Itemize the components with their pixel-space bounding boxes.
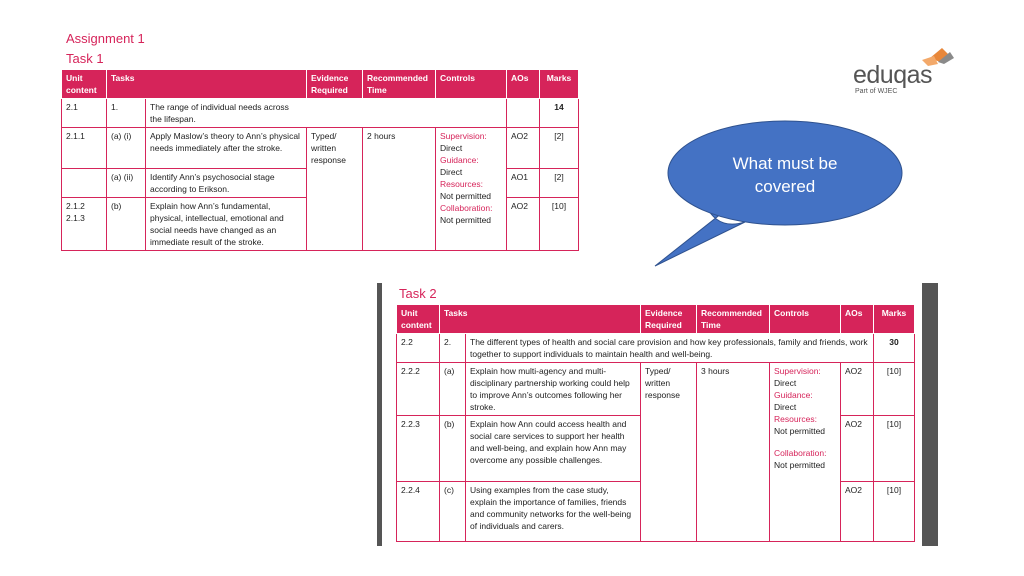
guidance-label: Guidance: (440, 155, 479, 165)
resources-label: Resources: (774, 414, 818, 424)
unit-cell: 2.1.2 2.1.3 (62, 198, 107, 251)
col-tasks: Tasks (440, 305, 641, 334)
task2-header-row (397, 305, 915, 334)
col-aos: AOs (841, 305, 874, 334)
marks-cell: [2] (540, 128, 579, 169)
marks-cell: [10] (540, 198, 579, 251)
supervision-label: Supervision: (440, 131, 487, 141)
task1-title: Task 1 (66, 51, 104, 66)
unit-cell: 2.1 (62, 99, 107, 128)
ao-cell: AO2 (841, 482, 874, 542)
task-num-cell: (b) (440, 416, 466, 482)
screenshot-left-border (377, 283, 382, 546)
time-cell: 3 hours (697, 363, 770, 542)
collaboration-value: Not permitted (774, 460, 826, 470)
supervision-value: Direct (440, 143, 463, 153)
ao-cell: AO2 (841, 416, 874, 482)
task-text: The range of individual needs across the lifespan. (150, 102, 289, 124)
col-unit-content: Unit content (397, 305, 440, 334)
controls-cell (436, 128, 507, 251)
unit-cell: 2.1.1 (62, 128, 107, 169)
marks-cell: 14 (540, 99, 579, 128)
guidance-label: Guidance: (774, 390, 813, 400)
marks-cell: [10] (874, 363, 915, 416)
ao-cell: AO1 (507, 169, 540, 198)
marks-cell: [10] (874, 482, 915, 542)
task-text-cell: Explain how Ann could access health and social care services to support her health and well-being, and explain how Ann may overcome any possible challenges. (466, 416, 641, 482)
col-marks: Marks (874, 305, 915, 334)
col-controls: Controls (770, 305, 841, 334)
unit-cell: 2.2.2 (397, 363, 440, 416)
callout-text: What must be covered (732, 154, 838, 196)
task-text-cell: Explain how Ann’s fundamental, physical, intellectual, emotional and social needs have changed as an immediate result of the stroke. (146, 198, 307, 251)
task2-title: Task 2 (399, 286, 437, 301)
ao-cell: AO2 (507, 128, 540, 169)
task1-table (61, 69, 579, 251)
col-unit-content: Unit content (62, 70, 107, 99)
evidence-cell: Typed/ written response (307, 128, 363, 251)
col-marks: Marks (540, 70, 579, 99)
resources-value: Not permitted (774, 426, 826, 436)
task-text-cell: Using examples from the case study, explain the importance of families, friends and community networks for the well-being of individuals and carers. (466, 482, 641, 542)
resources-label: Resources: (440, 179, 484, 189)
col-aos: AOs (507, 70, 540, 99)
marks-cell: [2] (540, 169, 579, 198)
time-cell: 2 hours (363, 128, 436, 251)
task-num-cell: (c) (440, 482, 466, 542)
col-controls: Controls (436, 70, 507, 99)
marks-cell: [10] (874, 416, 915, 482)
col-time: Recommended Time (697, 305, 770, 334)
ao-cell (507, 99, 540, 128)
table-row (62, 128, 579, 169)
logo-wordmark: eduqas (853, 61, 933, 89)
marks-cell: 30 (874, 334, 915, 363)
unit-cell: 2.2.4 (397, 482, 440, 542)
task-num-cell: 2. (440, 334, 466, 363)
task-num-cell: 1. (107, 99, 146, 128)
assignment-title: Assignment 1 (66, 31, 145, 46)
task-text-cell: The different types of health and social care provision and how key professionals, family and friends, work together to support individuals to maintain health and well-being. (466, 334, 874, 363)
logo-subtitle: Part of WJEC (855, 88, 898, 95)
collaboration-label: Collaboration: (774, 448, 827, 458)
task-num-cell: (a) (440, 363, 466, 416)
guidance-value: Direct (440, 167, 463, 177)
unit-cell: 2.2 (397, 334, 440, 363)
task-num-cell: (a) (i) (107, 128, 146, 169)
guidance-value: Direct (774, 402, 797, 412)
supervision-value: Direct (774, 378, 797, 388)
task-num-cell: (a) (ii) (107, 169, 146, 198)
ao-cell: AO2 (507, 198, 540, 251)
controls-spacer (774, 437, 836, 447)
unit-cell (62, 169, 107, 198)
task1-header-row (62, 70, 579, 99)
table-row (62, 99, 579, 128)
collaboration-label: Collaboration: (440, 203, 493, 213)
ao-cell: AO2 (841, 363, 874, 416)
table-row (397, 363, 915, 416)
collaboration-value: Not permitted (440, 215, 492, 225)
resources-value: Not permitted (440, 191, 492, 201)
task-text-cell: Identify Ann’s psychosocial stage according to Erikson. (146, 169, 307, 198)
table-row (397, 334, 915, 363)
task-text-cell (146, 99, 507, 128)
evidence-cell: Typed/ written response (641, 363, 697, 542)
col-tasks: Tasks (107, 70, 307, 99)
task2-table (396, 304, 915, 542)
col-evidence: Evidence Required (307, 70, 363, 99)
col-evidence: Evidence Required (641, 305, 697, 334)
task-text-cell: Apply Maslow’s theory to Ann’s physical needs immediately after the stroke. (146, 128, 307, 169)
task-num-cell: (b) (107, 198, 146, 251)
col-time: Recommended Time (363, 70, 436, 99)
controls-cell (770, 363, 841, 542)
screenshot-right-border (922, 283, 938, 546)
unit-cell: 2.2.3 (397, 416, 440, 482)
task-text-cell: Explain how multi-agency and multi-disciplinary partnership working could help to improve Ann’s outcomes following her stroke. (466, 363, 641, 416)
supervision-label: Supervision: (774, 366, 821, 376)
